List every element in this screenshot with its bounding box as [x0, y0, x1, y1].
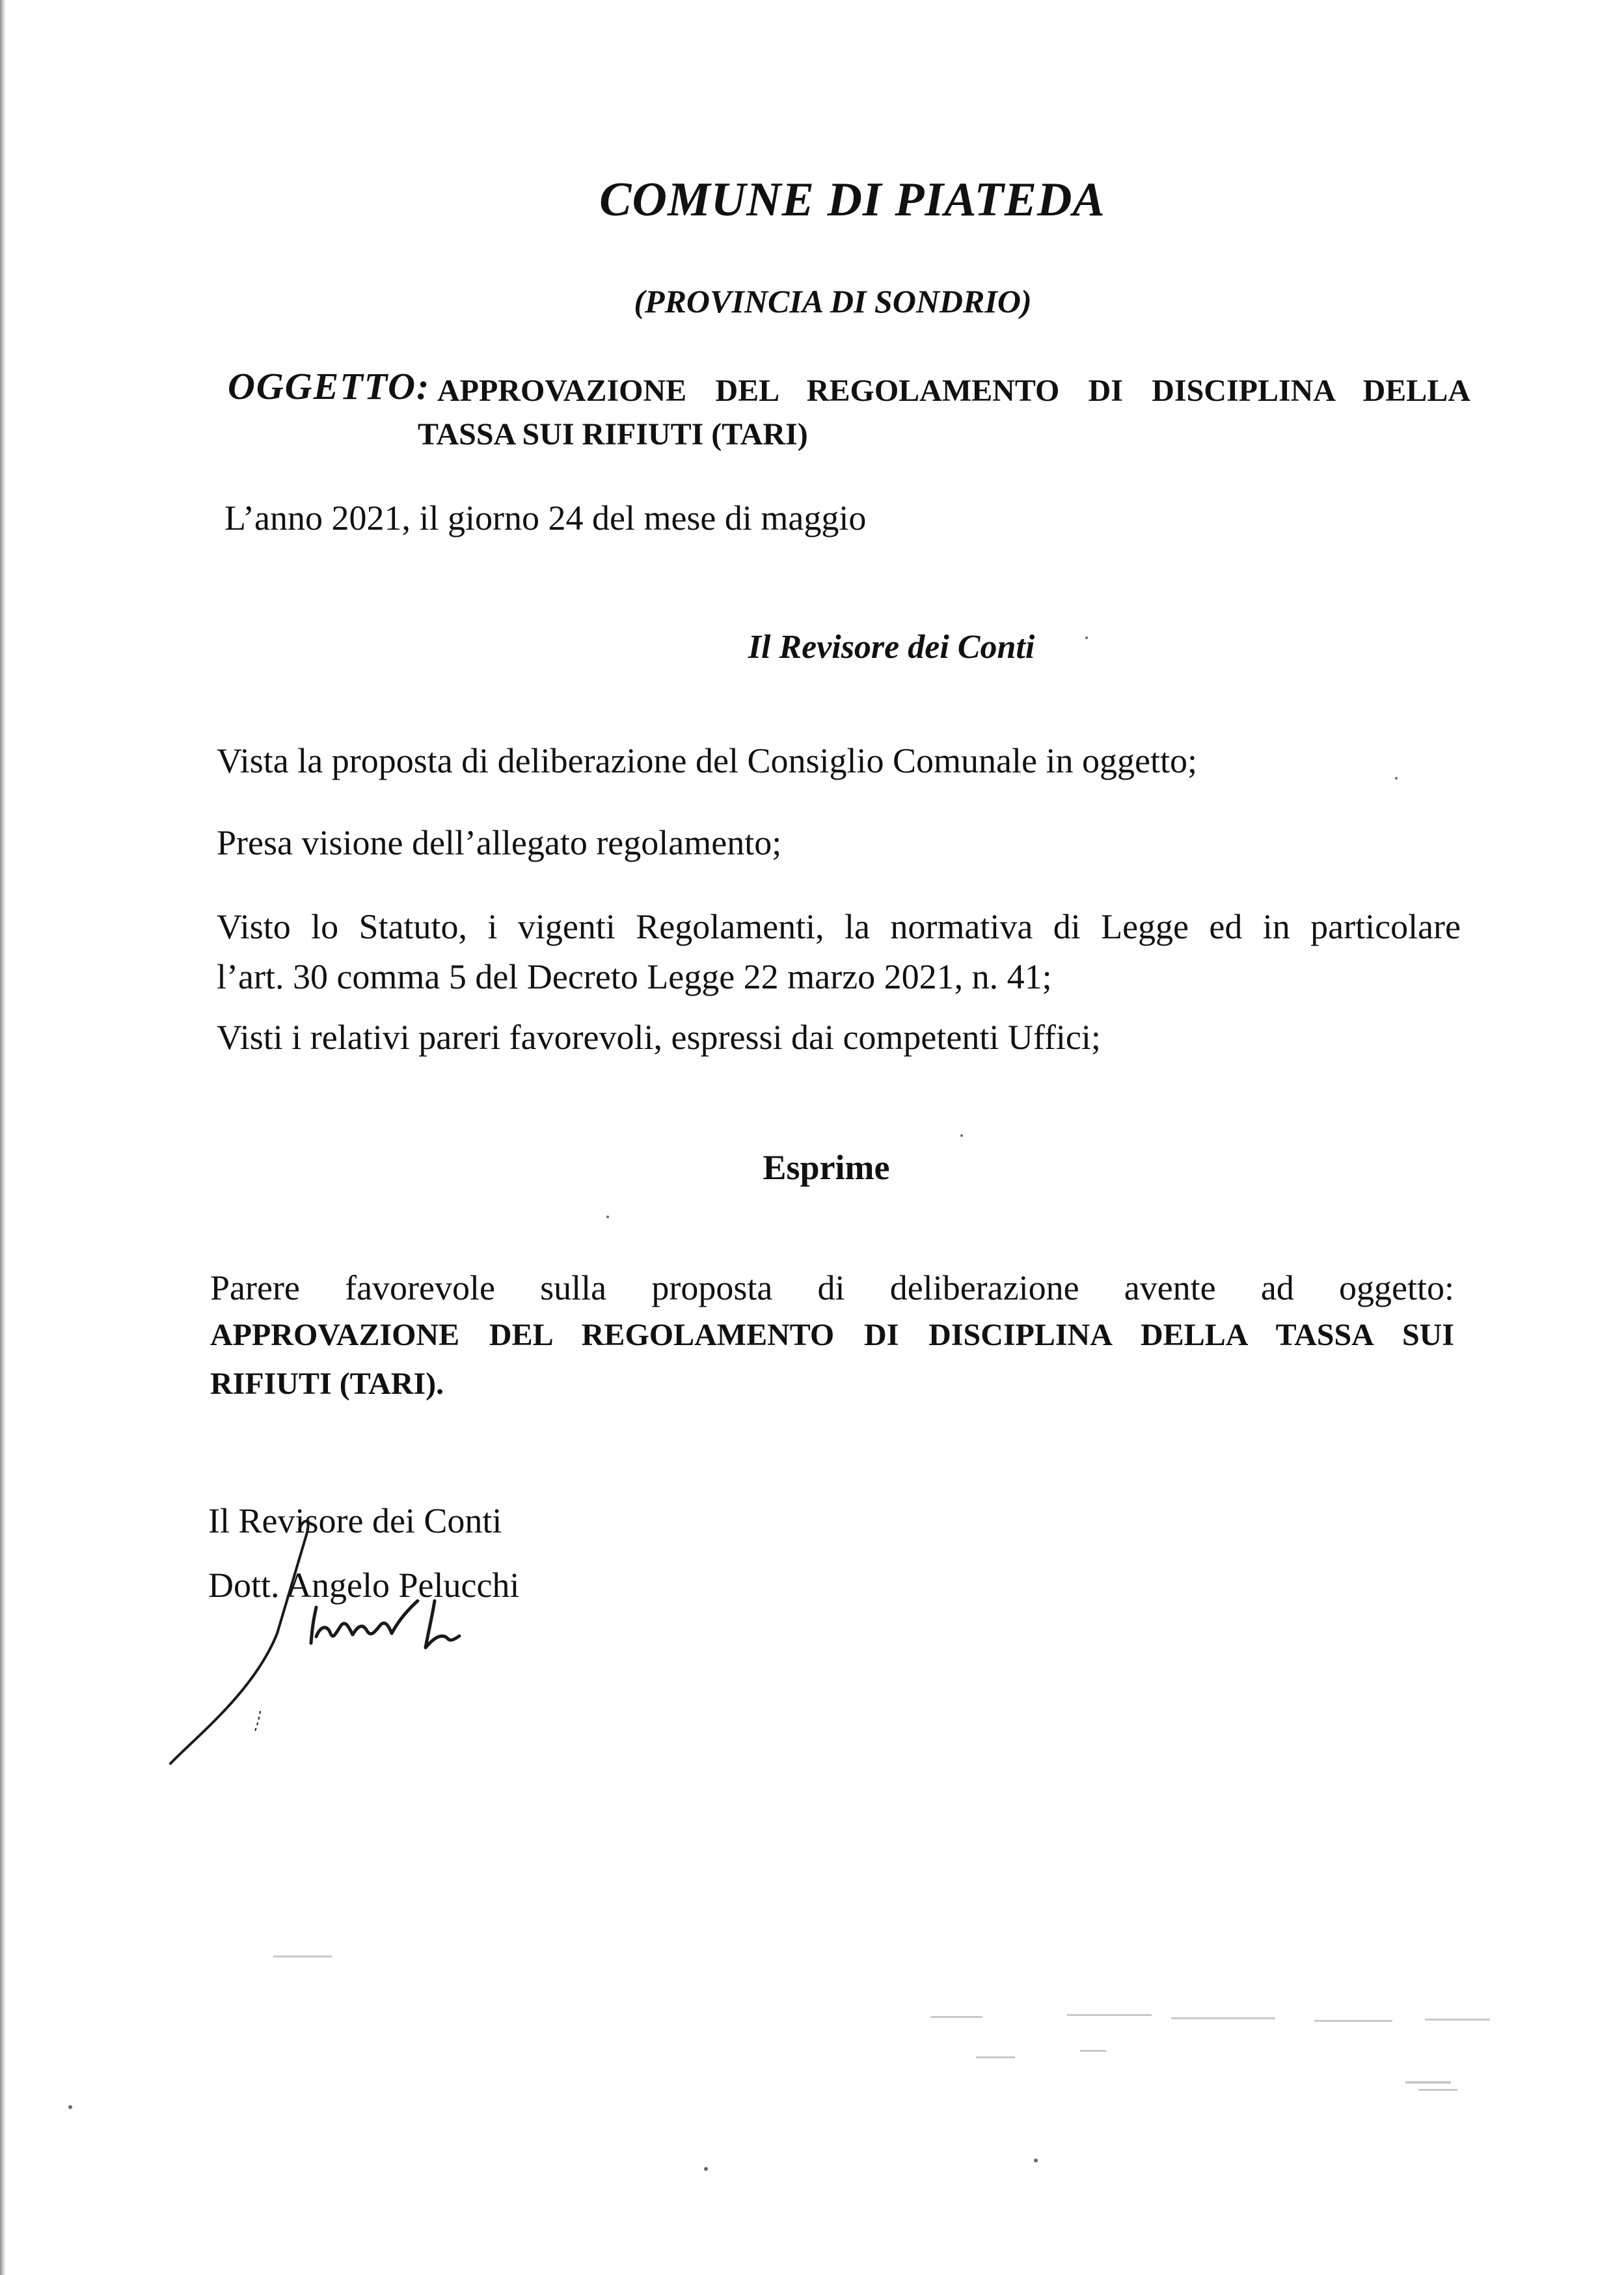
signatory-name: Dott. Angelo Pelucchi — [208, 1566, 520, 1605]
date-line: L’anno 2021, il giorno 24 del mese di maggio — [224, 498, 867, 538]
subject-label: OGGETTO: — [228, 365, 431, 407]
province-subtitle: (PROVINCIA DI SONDRIO) — [634, 283, 1032, 320]
opinion-line-2: APPROVAZIONE DEL REGOLAMENTO DI DISCIPLINA DELLA TASSA SUI — [210, 1318, 1454, 1352]
consideration-opinions: Visti i relativi pareri favorevoli, espressi dai competenti Uffici; — [217, 1018, 1101, 1057]
consideration-proposal: Vista la proposta di deliberazione del Consiglio Comunale in oggetto; — [217, 741, 1197, 780]
signatory-role: Il Revisore dei Conti — [208, 1501, 502, 1540]
opinion-line-1: Parere favorevole sulla proposta di deliberazione avente ad oggetto: — [210, 1268, 1454, 1307]
consideration-statute-line-2: l’art. 30 comma 5 del Decreto Legge 22 marzo 2021, n. 41; — [217, 957, 1052, 996]
consideration-attachment: Presa visione dell’allegato regolamento; — [217, 823, 782, 862]
opinion-line-3: RIFIUTI (TARI). — [210, 1367, 444, 1401]
expresses-heading: Esprime — [763, 1148, 890, 1187]
consideration-statute-line-1: Visto lo Statuto, i vigenti Regolamenti, la normativa di Legge ed in particolare — [217, 907, 1461, 946]
subject-text-line-1: APPROVAZIONE DEL REGOLAMENTO DI DISCIPLINA DELLA — [437, 374, 1470, 408]
municipality-title: COMUNE DI PIATEDA — [599, 173, 1105, 226]
auditor-heading: Il Revisore dei Conti — [748, 629, 1035, 666]
subject-text-line-2: TASSA SUI RIFIUTI (TARI) — [418, 417, 808, 452]
